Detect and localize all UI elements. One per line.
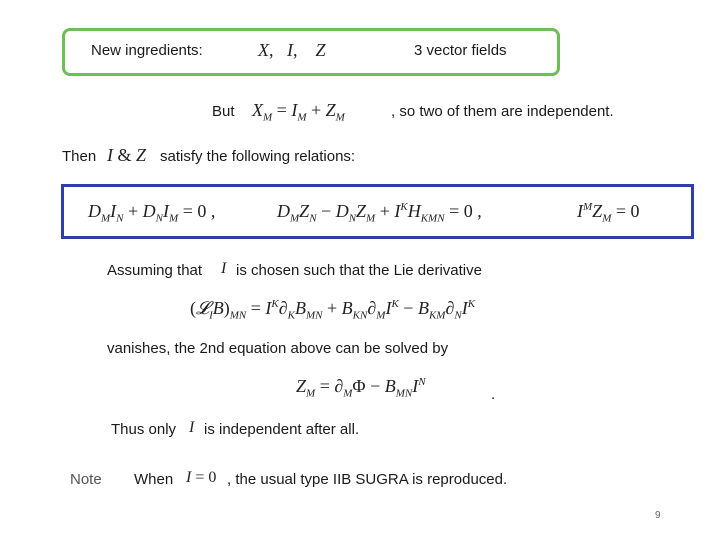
independent-after-all-text: is independent after all. [204,421,360,438]
assuming-formula: I [221,260,227,277]
when-text: When [134,471,174,488]
note-label: Note [70,471,102,488]
relation-1: $D_MI_N + D_NI_M = 0$ , [88,201,216,225]
then-formula: I & Z [107,145,147,165]
relations-text: satisfy the following relations: [160,148,356,165]
assuming-text: Assuming that [107,262,203,279]
thus-formula: I [189,419,195,436]
ingredients-formula: X, I, Z [258,40,326,60]
but-formula: $X_M = I_M + Z_M$ [252,100,345,124]
sugra-text: , the usual type IIB SUGRA is reproduced. [227,471,508,488]
lie-derivative-text: is chosen such that the Lie derivative [236,262,482,279]
ingredients-label: New ingredients: [91,42,203,59]
lie-derivative-equation: $(𝓛_IB)_{MN} = I^K\partial_KB_{MN} + B_{KN}\partial_MI^K - B_{KM}\partial_NI^K$ [190,298,476,322]
vanishes-text: vanishes, the 2nd equation above can be solved by [107,340,449,357]
note-formula: I = 0 [186,469,217,486]
then-text: Then [62,148,97,165]
but-text: But [212,103,235,120]
page-number: 9 [655,510,661,521]
z-solution-equation: $Z_M = \partial_M\Phi - B_{MN}I^N$ [296,376,426,400]
relation-2: $D_MZ_N - D_NZ_M + I^KH_{KMN} = 0$ , [277,201,482,225]
vector-fields-text: 3 vector fields [414,42,507,59]
thus-text: Thus only [111,421,177,438]
period-text: . [491,386,496,403]
independent-text: , so two of them are independent. [391,103,614,120]
relation-3: $I^MZ_M = 0$ [577,201,640,225]
